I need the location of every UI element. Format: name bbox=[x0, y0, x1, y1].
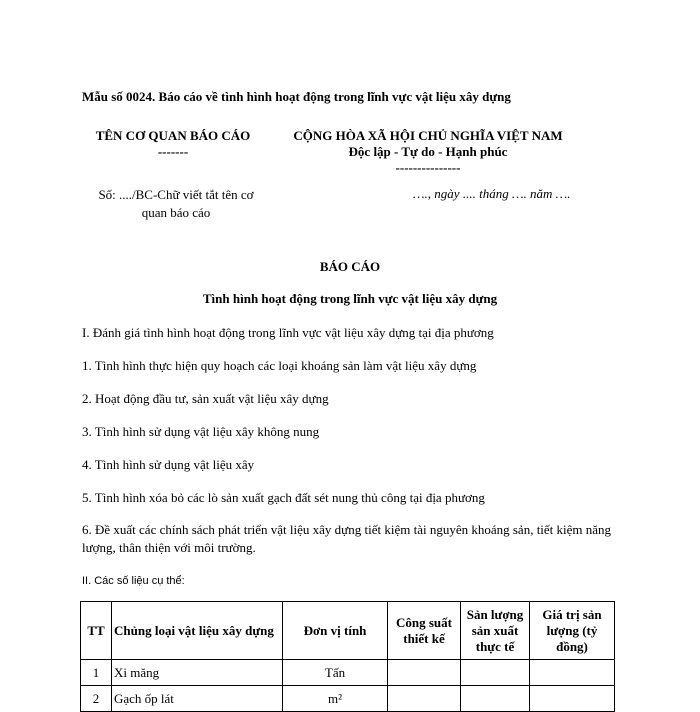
row-output bbox=[461, 660, 530, 686]
row-capacity bbox=[388, 686, 461, 712]
agency-name: TÊN CƠ QUAN BÁO CÁO bbox=[95, 128, 251, 143]
section-heading: I. Đánh giá tình hình hoạt động trong lĩnh vực vật liệu xây dựng tại địa phương bbox=[82, 325, 494, 340]
header-capacity: Công suất thiết kế bbox=[388, 602, 461, 660]
motto: Độc lập - Tự do - Hạnh phúc bbox=[348, 144, 508, 159]
document-number bbox=[86, 186, 266, 222]
document-number-line1: Số: ..../BC-Chữ viết tắt tên cơ bbox=[98, 187, 254, 202]
header-unit: Đơn vị tính bbox=[283, 602, 388, 660]
report-title: BÁO CÁO bbox=[319, 259, 381, 274]
header-output: Sản lượng sản xuất thực tế bbox=[461, 602, 530, 660]
row-tt: 2 bbox=[81, 686, 112, 712]
row-material: Gạch ốp lát bbox=[112, 686, 283, 712]
row-unit: m² bbox=[283, 686, 388, 712]
motto-rule: --------------- bbox=[395, 160, 461, 175]
table-header-row bbox=[81, 602, 615, 660]
agency-rule: ------- bbox=[157, 144, 189, 159]
row-output bbox=[461, 686, 530, 712]
header-value: Giá trị sản lượng (tỷ đồng) bbox=[530, 602, 615, 660]
section-item: 3. Tình hình sử dụng vật liệu xây không nung bbox=[82, 424, 320, 439]
section-item: 4. Tình hình sử dụng vật liệu xây bbox=[82, 457, 255, 472]
document-date: …., ngày .... tháng …. năm …. bbox=[413, 186, 571, 201]
header-tt: TT bbox=[81, 602, 112, 660]
section-item: 1. Tình hình thực hiện quy hoạch các loại khoáng sản làm vật liệu xây dựng bbox=[82, 358, 477, 373]
data-table bbox=[80, 601, 615, 712]
table-row bbox=[81, 660, 615, 686]
header-material: Chủng loại vật liệu xây dựng bbox=[112, 602, 283, 660]
row-capacity bbox=[388, 660, 461, 686]
document-number-line2: quan báo cáo bbox=[141, 205, 211, 220]
section-item: 2. Hoạt động đầu tư, sản xuất vật liệu xây dựng bbox=[82, 391, 329, 406]
form-title: Mẫu số 0024. Báo cáo về tình hình hoạt động trong lĩnh vực vật liệu xây dựng bbox=[82, 89, 511, 104]
row-value bbox=[530, 686, 615, 712]
national-header bbox=[278, 128, 578, 176]
row-unit: Tấn bbox=[283, 660, 388, 686]
report-subtitle: Tình hình hoạt động trong lĩnh vực vật liệu xây dựng bbox=[202, 291, 498, 306]
section-item: 5. Tình hình xóa bỏ các lò sản xuất gạch đất sét nung thủ công tại địa phương bbox=[82, 490, 485, 505]
nation-name: CỘNG HÒA XÃ HỘI CHỦ NGHĨA VIỆT NAM bbox=[293, 128, 563, 143]
agency-block bbox=[88, 128, 258, 160]
row-material: Xi măng bbox=[112, 660, 283, 686]
row-value bbox=[530, 660, 615, 686]
table-row bbox=[81, 686, 615, 712]
section-ii-heading: II. Các số liệu cụ thể: bbox=[82, 575, 185, 587]
section-item: 6. Đề xuất các chính sách phát triển vật liệu xây dựng tiết kiệm tài nguyên khoáng sản, tiết kiệm năng lượng, thân thiện với môi trường. bbox=[82, 522, 612, 555]
row-tt: 1 bbox=[81, 660, 112, 686]
